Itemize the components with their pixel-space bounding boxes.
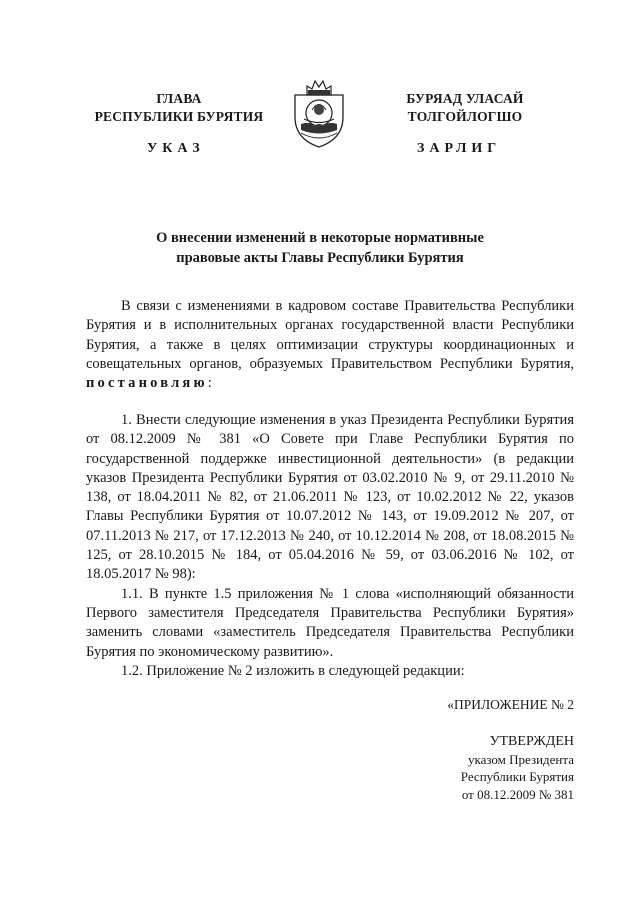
intro-section: [86, 297, 574, 393]
header-left-line1: ГЛАВА: [156, 91, 202, 106]
approved-label: УТВЕРЖДЕН: [489, 734, 574, 749]
header-right-line1: БУРЯАД УЛАСАЙ: [406, 91, 524, 106]
items-section: [86, 411, 574, 681]
decree-type-ru: УКАЗ: [147, 141, 205, 156]
resolve-colon: :: [207, 375, 212, 392]
approved-republic: Республики Бурятия: [460, 769, 574, 784]
title-line1: О внесении изменений в некоторые нормативные: [156, 230, 484, 246]
appendix-mark: «ПРИЛОЖЕНИЕ № 2: [447, 697, 574, 712]
decree-type-bua: ЗАРЛИГ: [417, 141, 502, 156]
resolve-word: постановляю: [86, 375, 208, 392]
approval-block: [461, 733, 574, 803]
intro-text: В связи с изменениями в кадровом составе Правительства Республики Бурятия и в исполнительных органах государственной власти Республики Бурятия, а также в целях оптимизации структуры координационных и совещательных органов, образуемых Правительством Республики Бурятия,: [86, 298, 574, 372]
approved-by: указом Президента: [467, 751, 574, 767]
header-right-line2: ТОЛГОЙЛОГШО: [407, 109, 523, 124]
intro-paragraph: [86, 297, 574, 393]
republic-emblem-icon: [290, 77, 348, 149]
approved-date: от 08.12.2009 № 381: [461, 786, 574, 802]
title-line2: правовые акты Главы Республики Бурятия: [176, 250, 464, 266]
document-title: [110, 228, 530, 268]
item-1: 1. Внести следующие изменения в указ Президента Республики Бурятия от 08.12.2009 № 381 «О Совете при Главе Республики Бурятия по государственной поддержке инвестиционной деятельности» (в редакции указов Президента Республики Бурятия от 03.02.2010 № 9, от 29.11.2010 № 138, от 18.04.2011 № 82, от 21.06.2011 № 123, от 10.02.2012 № 22, указов Главы Республики Бурятия от 10.07.2012 № 143, от 19.09.2012 № 207, от 07.11.2013 № 217, от 17.12.2013 № 240, от 10.12.2014 № 208, от 18.08.2015 № 125, от 28.10.2015 № 184, от 05.04.2016 № 59, от 03.06.2016 № 102, от 18.05.2017 № 98):: [86, 412, 574, 583]
header-left: [86, 90, 272, 126]
item-1-2: 1.2. Приложение № 2 изложить в следующей редакции:: [121, 662, 465, 679]
header-left-line2: РЕСПУБЛИКИ БУРЯТИЯ: [94, 109, 264, 124]
item-1-1: 1.1. В пункте 1.5 приложения № 1 слова «исполняющий обязанности Первого заместителя Председателя Правительства Республики Бурятия» заменить словами «заместитель Председателя Правительства Республики Бурятия по экономическому развитию».: [86, 585, 574, 660]
header-right: [380, 90, 550, 126]
